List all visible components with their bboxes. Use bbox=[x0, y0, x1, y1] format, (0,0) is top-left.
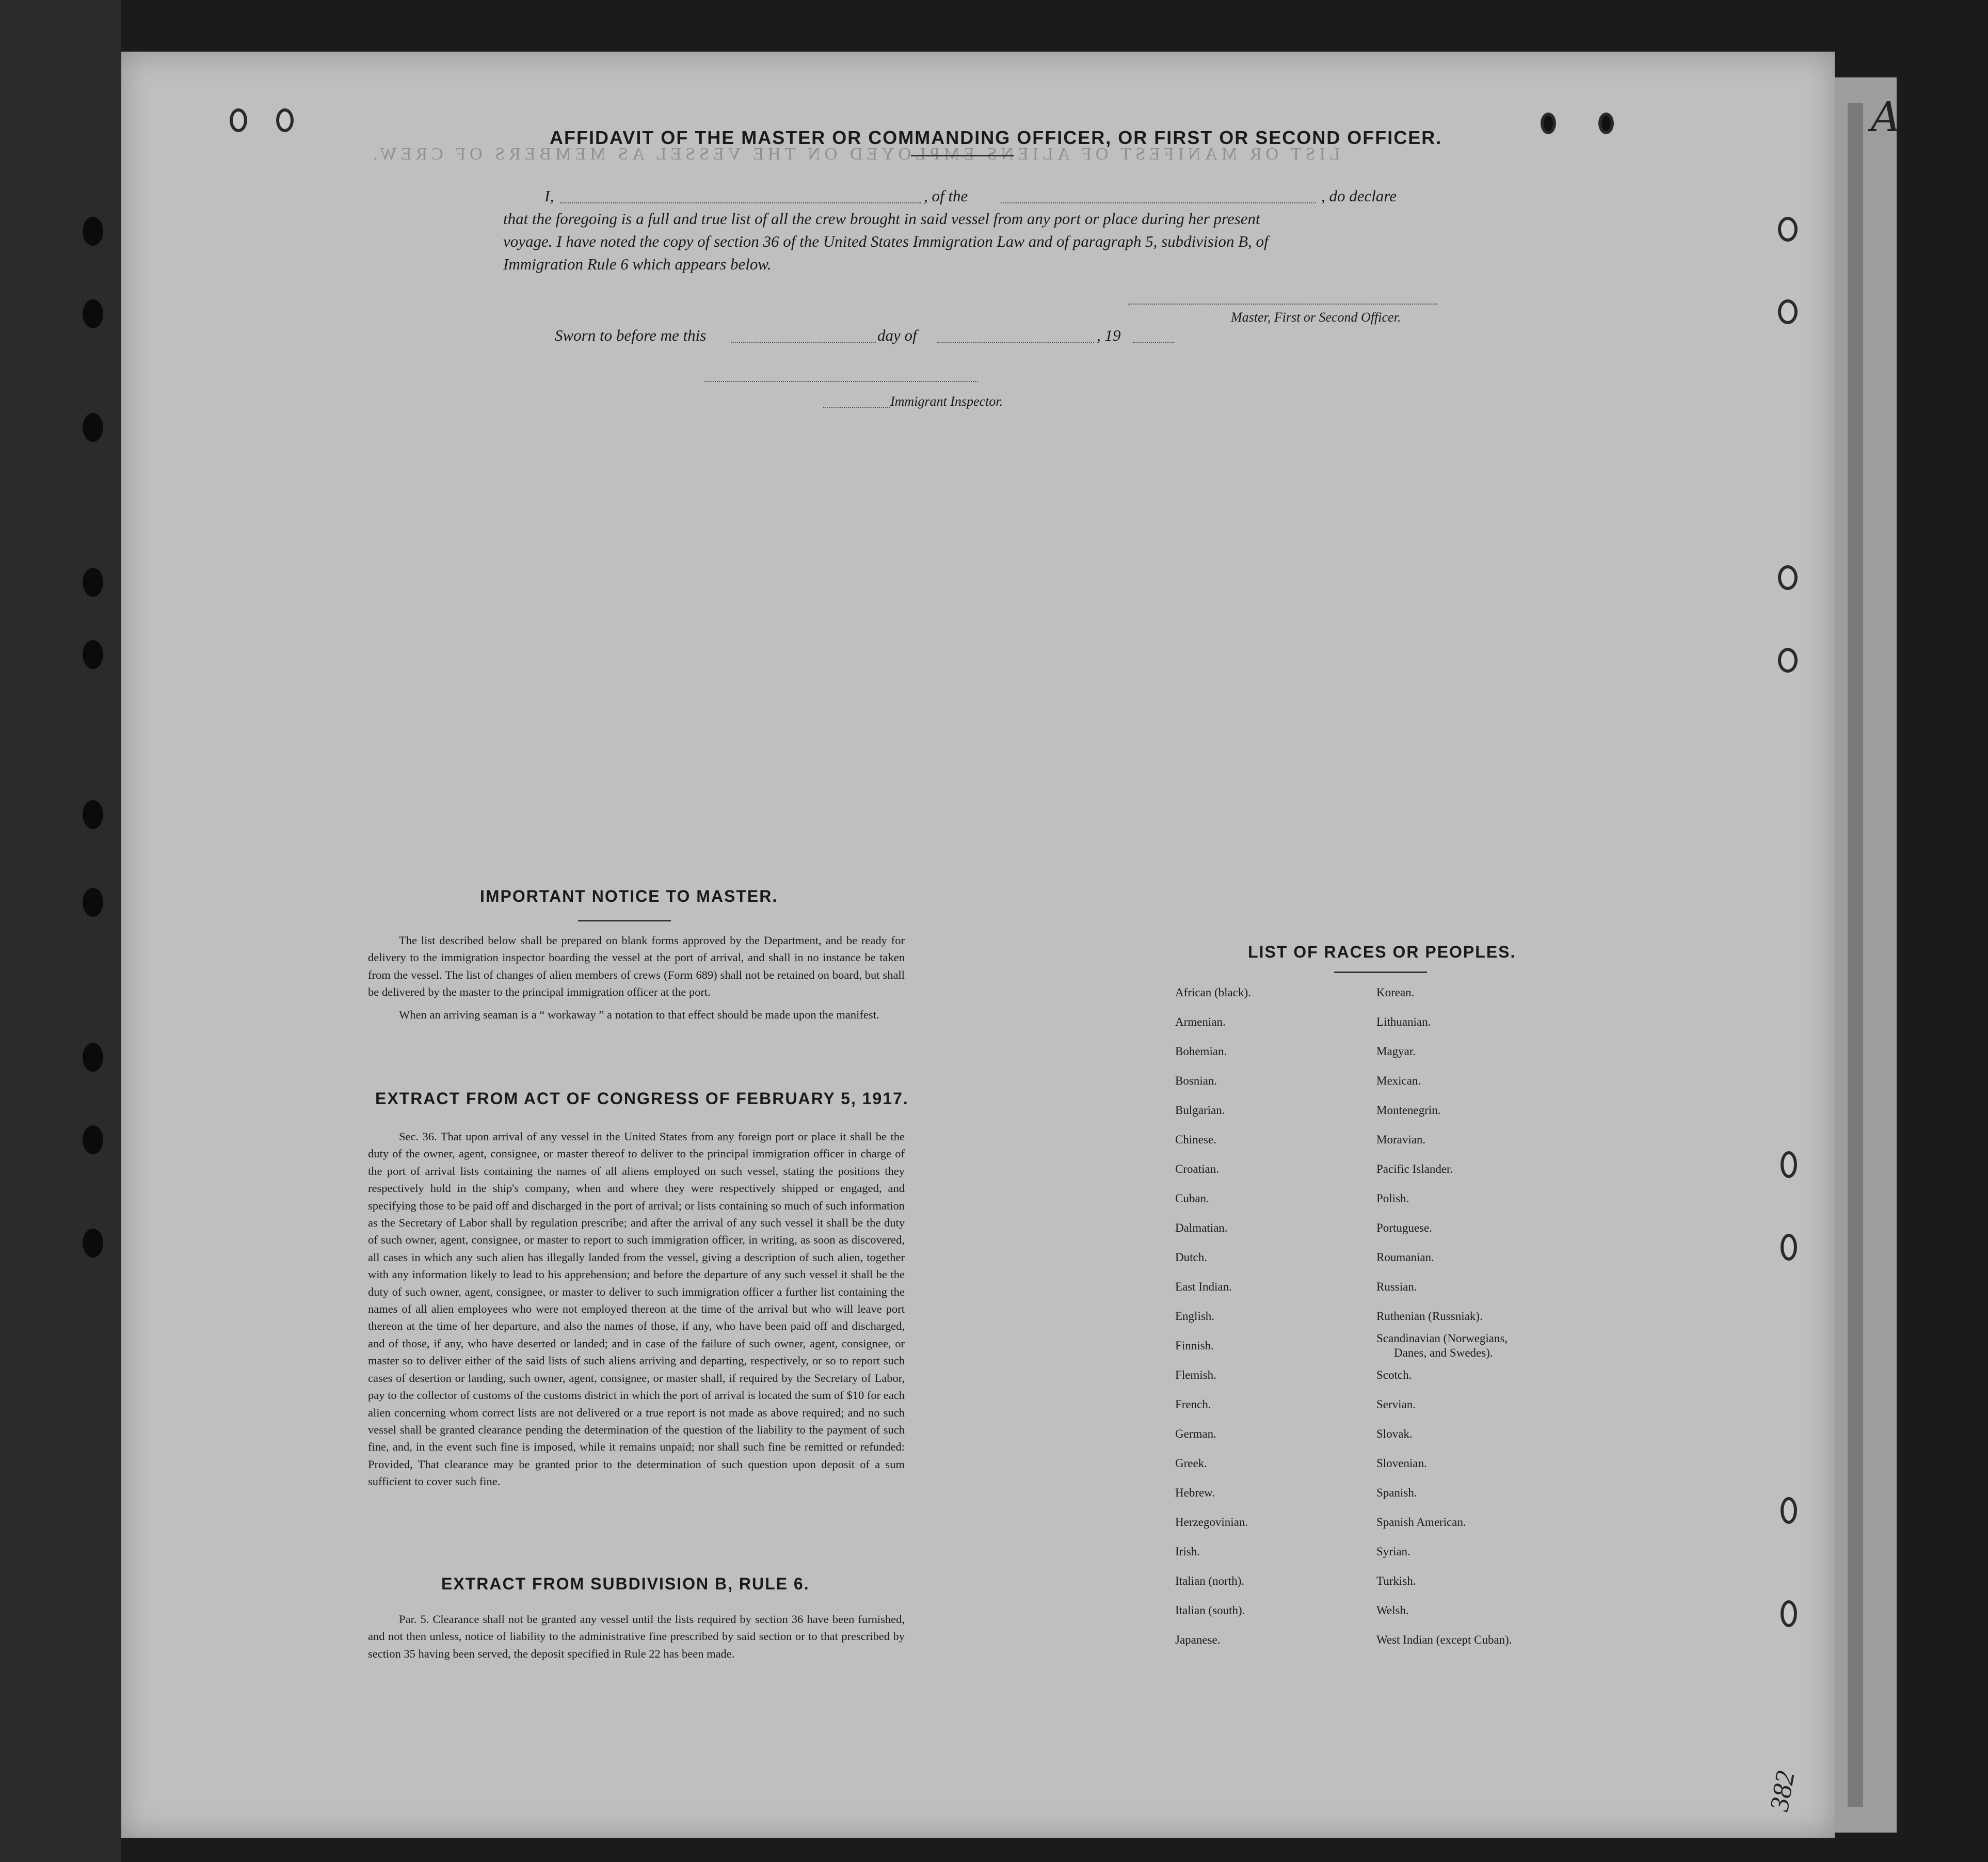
notice-paragraph-2: When an arriving seaman is a “ workaway ” a notation to that effect should be made upon the manifest. bbox=[399, 1008, 879, 1021]
race-left-2: Bohemian. bbox=[1175, 1045, 1227, 1058]
race-left-19: Irish. bbox=[1175, 1545, 1200, 1558]
race-left-4: Bulgarian. bbox=[1175, 1104, 1225, 1117]
race-left-7: Cuban. bbox=[1175, 1192, 1209, 1205]
binder-ring bbox=[276, 108, 294, 132]
binder-ring bbox=[1781, 1497, 1797, 1524]
race-right-6: Pacific Islander. bbox=[1376, 1163, 1453, 1175]
scanner-background bbox=[0, 0, 121, 1862]
race-left-9: Dutch. bbox=[1175, 1251, 1207, 1264]
punch-hole bbox=[83, 640, 103, 669]
race-right-5: Moravian. bbox=[1376, 1133, 1426, 1146]
race-left-22: Japanese. bbox=[1175, 1633, 1221, 1646]
blank-line bbox=[560, 202, 921, 203]
section-36-text: Sec. 36. That upon arrival of any vessel in the United States from any foreign port or place it shall be the duty of the owner, agent, consignee, or master thereof to deliver to the principal immigration officer in charge of the port of arrival lists containing the names of all aliens employed on such vessel, stating the positions they respectively hold in the ship's company, when and where they were respectively shipped or engaged, and specifying those to be paid off and discharged in the port of arrival; or lists containing so much of such information as the Secretary of Labor shall by regulation prescribe; and after the arrival of any such vessel it shall be the duty of such owner, agent, consignee, or master to report to such immigration officer, in writing, as soon as discovered, all cases in which any such alien has illegally landed from the vessel, giving a description of such alien, together with any information likely to lead to his apprehension; and before the departure of any such vessel it shall be the duty of such owner, agent, consignee, or master to deliver to such immigration officer a further list containing the names of all alien employees who were not employed thereon at the time of the arrival but who will leave port thereon at the time of her departure, and also the names of those, if any, who have been paid off and discharged, and of those, if any, who have deserted or landed; and in case of the failure of such owner, agent, consignee, or master so to deliver either of the said lists of such aliens arriving and departing, respectively, or so to report such cases of desertion or landing, such owner, agent, consignee, or master shall, if required by the Secretary of Labor, pay to the collector of customs of the customs district in which the port of arrival is located the sum of $10 for each alien concerning whom correct lists are not delivered or a true report is not made as above required; and no such vessel shall be granted clearance pending the determination of the question of the liability to the payment of such fine, and, in the event such fine is imposed, while it remains unpaid; nor shall such fine be remitted or refunded: Provided, That clearance may be granted prior to the determination of such question upon deposit of a sum sufficient to cover such fine. bbox=[368, 1130, 905, 1488]
notice-paragraph-1: The list described below shall be prepared on blank forms approved by the Department, and be ready for delivery to the immigration inspector boarding the vessel at the port of arrival, and shall in no instance be taken from the vessel. The list of changes of alien members of crews (Form 689) shall not be retained on board, but shall be delivered by the master to the principal immigration officer at the port. bbox=[368, 934, 905, 999]
punch-hole bbox=[83, 888, 103, 917]
year-label: , 19 bbox=[1097, 326, 1121, 344]
race-left-5: Chinese. bbox=[1175, 1133, 1216, 1146]
blank-line bbox=[731, 342, 876, 343]
race-right-19: Syrian. bbox=[1376, 1545, 1410, 1558]
race-right-1: Lithuanian. bbox=[1376, 1015, 1431, 1028]
race-left-18: Herzegovinian. bbox=[1175, 1516, 1248, 1529]
extract-act-body bbox=[368, 1128, 905, 1490]
blank-line bbox=[1133, 342, 1174, 343]
race-left-3: Bosnian. bbox=[1175, 1074, 1217, 1087]
race-right-15: Slovak. bbox=[1376, 1427, 1413, 1440]
race-right-14: Servian. bbox=[1376, 1398, 1416, 1411]
race-right-8: Portuguese. bbox=[1376, 1221, 1432, 1234]
binder-ring bbox=[230, 108, 247, 132]
extract-rule-body bbox=[368, 1611, 905, 1662]
race-right-2: Magyar. bbox=[1376, 1045, 1416, 1058]
blank-line bbox=[823, 407, 890, 408]
binder-ring bbox=[1778, 565, 1798, 590]
binder-ring bbox=[1598, 113, 1614, 134]
handwritten-corner-letter: A bbox=[1871, 93, 1901, 141]
race-left-16: Greek. bbox=[1175, 1457, 1207, 1470]
divider bbox=[1334, 972, 1427, 973]
race-left-21: Italian (south). bbox=[1175, 1604, 1245, 1617]
binder-ring bbox=[1781, 1600, 1797, 1627]
race-right-20: Turkish. bbox=[1376, 1574, 1416, 1587]
punch-hole bbox=[83, 299, 103, 328]
race-left-14: French. bbox=[1175, 1398, 1211, 1411]
sworn-label: Sworn to before me this bbox=[555, 326, 707, 344]
affidavit-do-declare: , do declare bbox=[1321, 187, 1397, 205]
affidavit-of-the: , of the bbox=[924, 187, 968, 205]
affidavit-i: I, bbox=[544, 187, 554, 205]
race-left-17: Hebrew. bbox=[1175, 1486, 1215, 1499]
race-left-11: English. bbox=[1175, 1310, 1215, 1323]
punch-hole bbox=[83, 568, 103, 597]
document-page bbox=[121, 52, 1901, 1838]
day-of-label: day of bbox=[877, 326, 917, 344]
binder-ring bbox=[1778, 217, 1798, 242]
bleed-through-text: LIST OR MANIFEST OF ALIENS EMPLOYED ON THE VESSEL AS MEMBERS OF CREW. bbox=[369, 145, 1340, 164]
race-right-21: Welsh. bbox=[1376, 1604, 1409, 1617]
binder-ring bbox=[1781, 1151, 1797, 1178]
race-right-0: Korean. bbox=[1376, 986, 1415, 999]
binder-ring bbox=[1781, 1234, 1797, 1261]
punch-hole bbox=[83, 1125, 103, 1154]
races-title: LIST OF RACES OR PEOPLES. bbox=[1248, 943, 1516, 961]
extract-act-title: EXTRACT FROM ACT OF CONGRESS OF FEBRUARY 5, 1917. bbox=[375, 1089, 909, 1108]
handwritten-note: 382 bbox=[1765, 1769, 1801, 1813]
race-left-6: Croatian. bbox=[1175, 1163, 1219, 1175]
punch-hole bbox=[83, 1043, 103, 1072]
page-edge bbox=[1835, 77, 1897, 1833]
punch-hole bbox=[83, 800, 103, 829]
race-left-8: Dalmatian. bbox=[1175, 1221, 1228, 1234]
race-right-9: Roumanian. bbox=[1376, 1251, 1434, 1264]
affidavit-line-4: Immigration Rule 6 which appears below. bbox=[503, 255, 772, 273]
binder-ring bbox=[1778, 299, 1798, 324]
blank-line bbox=[937, 342, 1094, 343]
signature-line bbox=[1128, 304, 1437, 305]
affidavit-line-2: that the foregoing is a full and true list of all the crew brought in said vessel from any port or place during her present bbox=[503, 210, 1260, 228]
affidavit-title: AFFIDAVIT OF THE MASTER OR COMMANDING OFFICER, OR FIRST OR SECOND OFFICER. bbox=[550, 127, 1442, 148]
binder-ring bbox=[1778, 648, 1798, 673]
race-left-12: Finnish. bbox=[1175, 1339, 1214, 1352]
inspector-signature-line bbox=[704, 381, 978, 382]
affidavit-line-3: voyage. I have noted the copy of section 36 of the United States Immigration Law and of paragraph 5, subdivision B, of bbox=[503, 232, 1269, 250]
notice-title: IMPORTANT NOTICE TO MASTER. bbox=[480, 887, 778, 905]
race-right-16: Slovenian. bbox=[1376, 1457, 1427, 1470]
race-right-11: Ruthenian (Russniak). bbox=[1376, 1310, 1483, 1323]
master-signature-label: Master, First or Second Officer. bbox=[1231, 310, 1401, 325]
divider bbox=[911, 155, 1014, 156]
race-right-10: Russian. bbox=[1376, 1280, 1417, 1293]
punch-hole bbox=[83, 217, 103, 246]
punch-hole bbox=[83, 1229, 103, 1258]
blank-line bbox=[1001, 202, 1316, 203]
divider bbox=[578, 920, 671, 921]
notice-body bbox=[368, 932, 905, 1023]
race-right-12: Scandinavian (Norwegians, bbox=[1376, 1332, 1508, 1345]
race-right-4: Montenegrin. bbox=[1376, 1104, 1441, 1117]
race-left-20: Italian (north). bbox=[1175, 1574, 1245, 1587]
race-right-17: Spanish. bbox=[1376, 1486, 1417, 1499]
race-right-18: Spanish American. bbox=[1376, 1516, 1466, 1529]
race-left-10: East Indian. bbox=[1175, 1280, 1232, 1293]
punch-hole bbox=[83, 413, 103, 442]
extract-rule-title: EXTRACT FROM SUBDIVISION B, RULE 6. bbox=[441, 1574, 810, 1593]
paragraph-5-text: Par. 5. Clearance shall not be granted any vessel until the lists required by section 36 have been furnished, and not then unless, notice of liability to the administrative fine prescribed by said section or to that prescribed by section 35 having been served, the deposit specified in Rule 22 has been made. bbox=[368, 1613, 905, 1660]
inspector-label: Immigrant Inspector. bbox=[890, 394, 1003, 409]
race-left-13: Flemish. bbox=[1175, 1368, 1216, 1381]
races-list bbox=[1175, 986, 1640, 1646]
race-right-22: West Indian (except Cuban). bbox=[1376, 1633, 1512, 1646]
race-left-0: African (black). bbox=[1175, 986, 1251, 999]
race-right-13: Scotch. bbox=[1376, 1368, 1412, 1381]
race-left-1: Armenian. bbox=[1175, 1015, 1226, 1028]
race-right-3: Mexican. bbox=[1376, 1074, 1421, 1087]
race-right-7: Polish. bbox=[1376, 1192, 1409, 1205]
race-right-12-cont: Danes, and Swedes). bbox=[1394, 1346, 1493, 1359]
binder-ring bbox=[1541, 113, 1556, 134]
race-left-15: German. bbox=[1175, 1427, 1216, 1440]
page-edge-shadow bbox=[1848, 103, 1863, 1807]
